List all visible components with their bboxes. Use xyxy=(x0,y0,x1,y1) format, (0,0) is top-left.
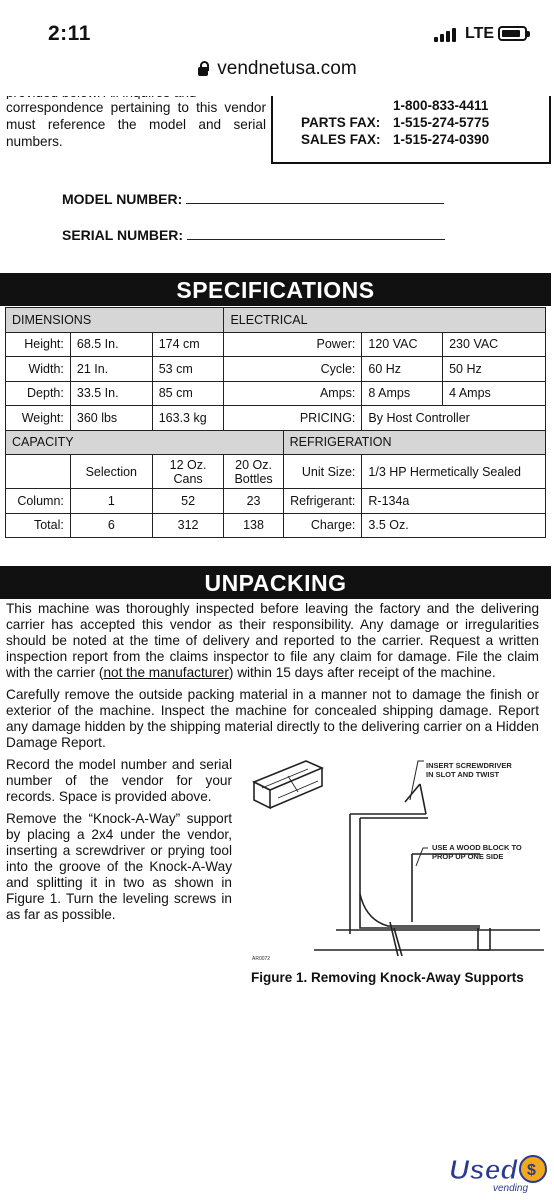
depth-label: Depth: xyxy=(6,381,71,406)
unpacking-paragraph-2: Carefully remove the outside packing material in a manner not to damage the finish or exterior of the machine. Inspect the machine for concealed shipping damage. Report any damage hidden by the shipping material directly to the delivering carrier on a Hidden Damage Report. xyxy=(6,687,539,750)
total-cans: 312 xyxy=(152,513,224,538)
model-number-line xyxy=(186,192,444,204)
callout-leader-2 xyxy=(416,848,428,866)
weight-metric: 163.3 kg xyxy=(152,406,224,431)
weight-imperial: 360 lbs xyxy=(70,406,152,431)
unpacking-p1-end: ) within 15 days after receipt of the machine. xyxy=(228,665,496,680)
dimensions-header: DIMENSIONS xyxy=(6,308,224,333)
unpacking-p1-text: This machine was thoroughly inspected before leaving the factory and the delivering carrier has accepted this vendor as their responsibility. Any damage or irregularities should be noted at the time of delivery and reported to the carrier. Request a written inspection report from the claims inspector to file any claim for damage. File the claim with the carrier ( xyxy=(6,601,539,680)
contact-label: PARTS FAX: xyxy=(301,115,381,130)
logo-word-vending: vending xyxy=(493,1183,529,1194)
column-bottles: 23 xyxy=(224,489,283,514)
total-label: Total: xyxy=(6,513,71,538)
capacity-col-bottles: 20 Oz. Bottles xyxy=(224,455,283,489)
unpacking-banner: UNPACKING xyxy=(0,566,551,599)
model-number-label: MODEL NUMBER: xyxy=(62,191,183,207)
contact-value: 1-515-274-5775 xyxy=(393,115,490,130)
table-row xyxy=(6,308,546,333)
figure-code: AR0072 xyxy=(252,956,271,962)
power-label: Power: xyxy=(224,332,362,357)
refrigeration-header: REFRIGERATION xyxy=(283,430,545,455)
table-row xyxy=(6,489,546,514)
url-domain: vendnetusa.com xyxy=(217,58,357,79)
amps-a: 8 Amps xyxy=(362,381,443,406)
height-label: Height: xyxy=(6,332,71,357)
contact-label: SALES FAX: xyxy=(301,132,381,147)
unit-size-value: 1/3 HP Hermetically Sealed xyxy=(362,455,546,489)
cycle-b: 50 Hz xyxy=(443,357,546,382)
used-vending-logo xyxy=(447,1150,551,1194)
logo-word-used: Used xyxy=(449,1154,518,1185)
status-bar xyxy=(0,0,554,58)
capacity-col-selection: Selection xyxy=(70,455,152,489)
cabinet-door xyxy=(412,854,480,922)
capacity-header: CAPACITY xyxy=(6,430,284,455)
serial-number-label: SERIAL NUMBER: xyxy=(62,227,184,243)
serial-number-field xyxy=(62,227,445,243)
amps-b: 4 Amps xyxy=(443,381,546,406)
amps-label: Amps: xyxy=(224,381,362,406)
width-label: Width: xyxy=(6,357,71,382)
total-bottles: 138 xyxy=(224,513,283,538)
height-imperial: 68.5 In. xyxy=(70,332,152,357)
electrical-header: ELECTRICAL xyxy=(224,308,546,333)
contact-row-parts-fax xyxy=(301,114,549,131)
cabinet-leg xyxy=(478,928,490,950)
charge-value: 3.5 Oz. xyxy=(362,513,546,538)
contact-label xyxy=(301,97,393,114)
callout-wood-block-2: PROP UP ONE SIDE xyxy=(432,852,504,861)
table-row xyxy=(6,406,546,431)
column-cans: 52 xyxy=(152,489,224,514)
unpacking-paragraph-4: Remove the “Knock-A-Way” support by placing a 2x4 under the vendor, inserting a screwdriver or prying tool into the groove of the Knock-A-Way and splitting it in two as shown in Figure 1. Turn the leveling screws in as far as possible. xyxy=(6,811,232,922)
lock-icon xyxy=(197,61,209,76)
callout-screwdriver-1: INSERT SCREWDRIVER xyxy=(426,761,512,770)
pricing-value: By Host Controller xyxy=(362,406,546,431)
pricing-label: PRICING: xyxy=(224,406,362,431)
charge-label: Charge: xyxy=(283,513,362,538)
address-bar[interactable] xyxy=(0,58,554,96)
contact-value: 1-515-274-0390 xyxy=(393,132,490,147)
depth-imperial: 33.5 In. xyxy=(70,381,152,406)
cabinet-inner xyxy=(360,818,480,928)
battery-icon xyxy=(498,26,527,41)
contact-row-sales-fax xyxy=(301,131,549,148)
network-label: LTE xyxy=(465,25,495,42)
specifications-banner: SPECIFICATIONS xyxy=(0,273,551,306)
serial-number-line xyxy=(187,228,445,240)
knock-away-support xyxy=(390,922,402,956)
power-b: 230 VAC xyxy=(443,332,546,357)
unpacking-paragraph-1 xyxy=(6,601,539,681)
table-row xyxy=(6,430,546,455)
intro-text xyxy=(6,92,266,150)
wood-block-top xyxy=(254,761,322,790)
callout-screwdriver-2: IN SLOT AND TWIST xyxy=(426,770,500,779)
width-imperial: 21 In. xyxy=(70,357,152,382)
specifications-table xyxy=(5,307,546,538)
weight-label: Weight: xyxy=(6,406,71,431)
table-row xyxy=(6,513,546,538)
model-number-field xyxy=(62,191,444,207)
table-row xyxy=(6,455,546,489)
column-selection: 1 xyxy=(70,489,152,514)
callout-wood-block-1: USE A WOOD BLOCK TO xyxy=(432,843,522,852)
unpacking-paragraph-3: Record the model number and serial number of the vendor for your records. Space is provided above. xyxy=(6,757,232,804)
depth-metric: 85 cm xyxy=(152,381,224,406)
cycle-label: Cycle: xyxy=(224,357,362,382)
total-selection: 6 xyxy=(70,513,152,538)
unpacking-p1-underline: not the manufacturer xyxy=(103,665,229,680)
knock-away-figure xyxy=(248,756,548,966)
table-row xyxy=(6,332,546,357)
status-time: 2:11 xyxy=(48,22,91,45)
figure-caption: Figure 1. Removing Knock-Away Supports xyxy=(251,970,524,985)
contact-row-phone-2 xyxy=(301,97,549,114)
capacity-blank-cell xyxy=(6,455,71,489)
cycle-a: 60 Hz xyxy=(362,357,443,382)
svg-text:$: $ xyxy=(527,1162,536,1179)
intro-text-body: correspondence pertaining to this vendor must reference the model and serial numbers. xyxy=(6,100,266,149)
power-a: 120 VAC xyxy=(362,332,443,357)
refrigerant-label: Refrigerant: xyxy=(283,489,362,514)
refrigerant-value: R-134a xyxy=(362,489,546,514)
capacity-col-cans: 12 Oz. Cans xyxy=(152,455,224,489)
column-label: Column: xyxy=(6,489,71,514)
screwdriver-wedge xyxy=(405,784,426,814)
signal-icon xyxy=(434,28,456,42)
table-row xyxy=(6,357,546,382)
width-metric: 53 cm xyxy=(152,357,224,382)
table-row xyxy=(6,381,546,406)
height-metric: 174 cm xyxy=(152,332,224,357)
contact-value: 1-800-833-4411 xyxy=(393,98,489,113)
cabinet-back xyxy=(350,814,426,934)
unit-size-label: Unit Size: xyxy=(283,455,362,489)
cabinet-curve xyxy=(360,894,480,926)
